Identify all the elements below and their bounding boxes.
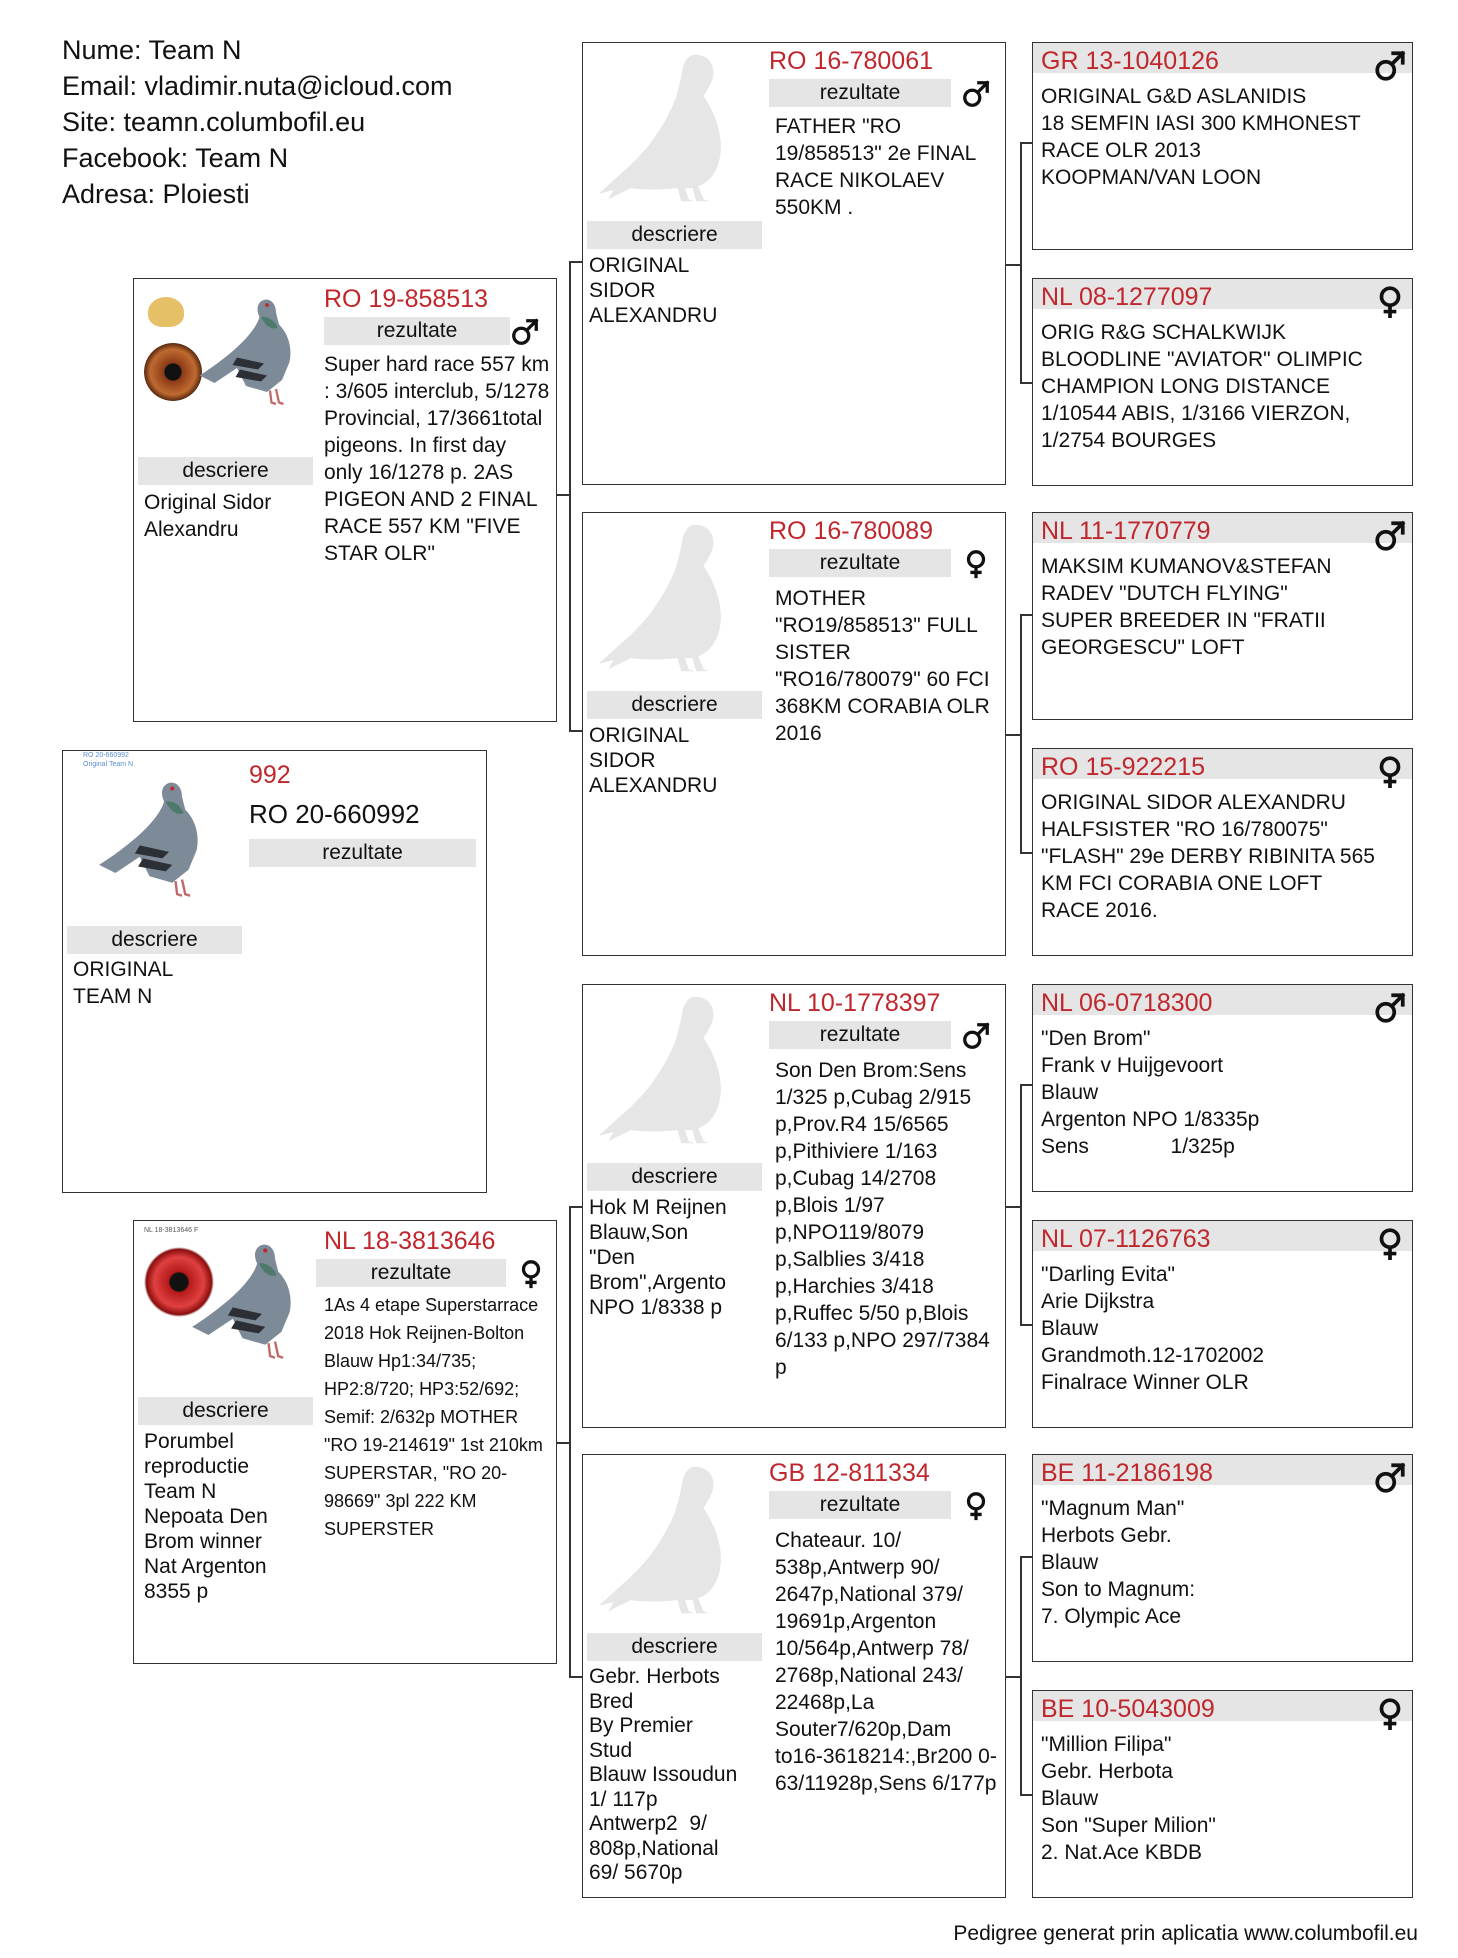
sire-photo bbox=[138, 283, 314, 407]
pigeon-photo bbox=[192, 287, 312, 407]
grandparent-notes: Son Den Brom:Sens 1/325 p,Cubag 2/915 p,Prov.R4 15/6565 p,Pithiviere 1/163 p,Cubag 14/2708 p,Blois 1/97 p,NPO119/8079 p,Salblies 3/418 p,Harchies 3/418 p,Ruffec 5/50 p,Blois 6/133 p,NPO 297/7384 p bbox=[775, 1059, 990, 1379]
connector bbox=[569, 1206, 583, 1208]
grandparent-card[interactable] bbox=[582, 984, 1006, 1428]
connector bbox=[569, 261, 583, 263]
subject-description-button[interactable]: descriere bbox=[67, 926, 242, 954]
great-grandparent-notes: "Den Brom" Frank v Huijgevoort Blauw Argenton NPO 1/8335p Sens 1/325p bbox=[1041, 1027, 1260, 1158]
subject-description: ORIGINAL TEAM N bbox=[73, 958, 174, 1008]
subject-name: 992 bbox=[249, 761, 291, 789]
male-icon bbox=[1373, 991, 1407, 1025]
grandparent-description: ORIGINAL SIDOR ALEXANDRU bbox=[589, 254, 718, 327]
great-grandparent-ring[interactable]: RO 15-922215 bbox=[1041, 753, 1206, 781]
connector bbox=[1020, 1084, 1022, 1326]
great-grandparent-card[interactable] bbox=[1032, 1454, 1413, 1662]
pigeon-silhouette-icon bbox=[595, 519, 745, 679]
connector bbox=[569, 1206, 571, 1678]
connector bbox=[1020, 1556, 1022, 1796]
connector bbox=[1020, 1794, 1032, 1796]
great-grandparent-card[interactable] bbox=[1032, 748, 1413, 956]
great-grandparent-ring[interactable]: NL 07-1126763 bbox=[1041, 1225, 1211, 1253]
subject-photo bbox=[71, 752, 241, 907]
dam-ring[interactable]: NL 18-3813646 bbox=[324, 1227, 496, 1255]
dam-photo-caption: NL 18-3813646 F bbox=[144, 1227, 199, 1234]
grandparent-results-button[interactable]: rezultate bbox=[769, 1491, 951, 1519]
footer-credit: Pedigree generat prin aplicatia www.columbofil.eu bbox=[953, 1922, 1418, 1945]
female-icon bbox=[516, 1259, 546, 1289]
great-grandparent-ring[interactable]: NL 08-1277097 bbox=[1041, 283, 1213, 311]
male-icon bbox=[961, 1021, 991, 1051]
sire-notes: Super hard race 557 km : 3/605 interclub, 5/1278 Provincial, 17/3661total pigeons. In first day only 16/1278 p. 2AS PIGEON AND 2 FINAL RACE 557 KM "FIVE STAR OLR" bbox=[324, 353, 550, 565]
male-icon bbox=[1373, 49, 1407, 83]
dam-notes: 1As 4 etape Superstarrace 2018 Hok Reijnen-Bolton Blauw Hp1:34/735; HP2:8/720; HP3:52/692; Semif: 2/632p MOTHER "RO 19-214619" 1st 210km SUPERSTAR, "RO 20-98669" 3pl 222 KM SUPERSTER bbox=[324, 1295, 543, 1539]
great-grandparent-ring[interactable]: GR 13-1040126 bbox=[1041, 47, 1219, 75]
great-grandparent-card[interactable] bbox=[1032, 512, 1413, 720]
owner-facebook: Facebook: Team N bbox=[62, 143, 289, 173]
trophy-icon bbox=[148, 297, 184, 327]
great-grandparent-notes: ORIGINAL G&D ASLANIDIS 18 SEMFIN IASI 300 KMHONEST RACE OLR 2013 KOOPMAN/VAN LOON bbox=[1041, 85, 1361, 189]
sire-results-button[interactable]: rezultate bbox=[324, 317, 510, 345]
owner-email: Email: vladimir.nuta@icloud.com bbox=[62, 71, 453, 101]
connector bbox=[556, 494, 569, 496]
great-grandparent-card[interactable] bbox=[1032, 42, 1413, 250]
grandparent-description: Gebr. Herbots Bred By Premier Stud Blauw Issoudun 1/ 117p Antwerp2 9/ 808p,National 69/ 5670p bbox=[589, 1665, 738, 1884]
great-grandparent-notes: "Magnum Man" Herbots Gebr. Blauw Son to Magnum: 7. Olympic Ace bbox=[1041, 1497, 1196, 1628]
female-icon bbox=[1373, 285, 1407, 319]
connector bbox=[569, 261, 571, 731]
pigeon-silhouette-icon bbox=[595, 991, 745, 1151]
great-grandparent-notes: ORIGINAL SIDOR ALEXANDRU HALFSISTER "RO 16/780075" "FLASH" 29e DERBY RIBINITA 565 KM FCI CORABIA ONE LOFT RACE 2016. bbox=[1041, 791, 1375, 922]
pigeon-photo bbox=[184, 1231, 314, 1361]
subject-results-button[interactable]: rezultate bbox=[249, 839, 476, 867]
owner-info bbox=[62, 32, 453, 212]
sire-card[interactable] bbox=[133, 278, 557, 722]
subject-ring: RO 20-660992 bbox=[249, 799, 420, 829]
connector bbox=[569, 1676, 583, 1678]
pigeon-photo bbox=[91, 769, 221, 899]
connector bbox=[1006, 1676, 1020, 1678]
great-grandparent-notes: MAKSIM KUMANOV&STEFAN RADEV "DUTCH FLYING" SUPER BREEDER IN "FRATII GEORGESCU" LOFT bbox=[1041, 555, 1332, 659]
female-icon bbox=[1373, 1697, 1407, 1731]
grandparent-ring[interactable]: RO 16-780089 bbox=[769, 517, 934, 545]
sire-description-button[interactable]: descriere bbox=[138, 457, 313, 485]
grandparent-results-button[interactable]: rezultate bbox=[769, 79, 951, 107]
dam-description-button[interactable]: descriere bbox=[138, 1397, 313, 1425]
male-icon bbox=[1373, 1461, 1407, 1495]
grandparent-card[interactable] bbox=[582, 42, 1006, 485]
male-icon bbox=[510, 317, 540, 347]
female-icon bbox=[961, 549, 991, 579]
pigeon-silhouette-icon bbox=[595, 1461, 745, 1621]
grandparent-description-button[interactable]: descriere bbox=[587, 221, 762, 249]
great-grandparent-card[interactable] bbox=[1032, 1690, 1413, 1898]
grandparent-results-button[interactable]: rezultate bbox=[769, 549, 951, 577]
female-icon bbox=[961, 1491, 991, 1521]
subject-card[interactable] bbox=[62, 750, 487, 1193]
owner-name: Nume: Team N bbox=[62, 35, 242, 65]
connector bbox=[1006, 264, 1020, 266]
grandparent-description: Hok M Reijnen Blauw,Son "Den Brom",Argento NPO 1/8338 p bbox=[589, 1196, 727, 1319]
grandparent-ring[interactable]: NL 10-1778397 bbox=[769, 989, 941, 1017]
grandparent-ring[interactable]: GB 12-811334 bbox=[769, 1459, 930, 1487]
dam-photo bbox=[138, 1225, 314, 1365]
dam-results-button[interactable]: rezultate bbox=[316, 1259, 506, 1287]
dam-description: Porumbel reproductie Team N Nepoata Den Brom winner Nat Argenton 8355 p bbox=[144, 1430, 268, 1603]
grandparent-card[interactable] bbox=[582, 1454, 1006, 1898]
connector bbox=[1020, 1556, 1032, 1558]
great-grandparent-notes: "Million Filipa" Gebr. Herbota Blauw Son "Super Milion" 2. Nat.Ace KBDB bbox=[1041, 1733, 1216, 1864]
grandparent-description-button[interactable]: descriere bbox=[587, 1633, 762, 1661]
great-grandparent-notes: ORIG R&G SCHALKWIJK BLOODLINE "AVIATOR" OLIMPIC CHAMPION LONG DISTANCE 1/10544 ABIS, 1/3166 VIERZON, 1/2754 BOURGES bbox=[1041, 321, 1363, 452]
connector bbox=[1006, 734, 1020, 736]
connector bbox=[556, 1442, 569, 1444]
great-grandparent-card[interactable] bbox=[1032, 278, 1413, 486]
great-grandparent-ring[interactable]: NL 11-1770779 bbox=[1041, 517, 1211, 545]
connector bbox=[1020, 852, 1032, 854]
connector bbox=[1020, 1324, 1032, 1326]
great-grandparent-ring[interactable]: BE 10-5043009 bbox=[1041, 1695, 1215, 1723]
connector bbox=[1006, 1206, 1020, 1208]
connector bbox=[1020, 142, 1022, 384]
pigeon-silhouette-icon bbox=[595, 49, 745, 209]
owner-site: Site: teamn.columbofil.eu bbox=[62, 107, 366, 137]
connector bbox=[1020, 614, 1022, 854]
great-grandparent-card[interactable] bbox=[1032, 1220, 1413, 1428]
great-grandparent-notes: "Darling Evita" Arie Dijkstra Blauw Grandmoth.12-1702002 Finalrace Winner OLR bbox=[1041, 1263, 1264, 1394]
great-grandparent-card[interactable] bbox=[1032, 984, 1413, 1192]
great-grandparent-ring[interactable]: BE 11-2186198 bbox=[1041, 1459, 1213, 1487]
connector bbox=[1020, 382, 1032, 384]
connector bbox=[569, 730, 583, 732]
great-grandparent-ring[interactable]: NL 06-0718300 bbox=[1041, 989, 1213, 1017]
grandparent-description-button[interactable]: descriere bbox=[587, 1163, 762, 1191]
connector bbox=[1020, 1084, 1032, 1086]
female-icon bbox=[1373, 1227, 1407, 1261]
grandparent-description-button[interactable]: descriere bbox=[587, 691, 762, 719]
sire-ring[interactable]: RO 19-858513 bbox=[324, 285, 489, 313]
grandparent-results-button[interactable]: rezultate bbox=[769, 1021, 951, 1049]
connector bbox=[1020, 614, 1032, 616]
subject-photo-caption: RO 20-660992 Original Team N bbox=[83, 752, 134, 768]
grandparent-notes: Chateaur. 10/ 538p,Antwerp 90/ 2647p,National 379/ 19691p,Argenton 10/564p,Antwerp 78/ 2768p,National 243/ 22468p,La Souter7/620p,Dam to16-3618214:,Br200 0-63/11928p,Sens 6/177p bbox=[775, 1529, 997, 1795]
grandparent-card[interactable] bbox=[582, 512, 1006, 956]
female-icon bbox=[1373, 755, 1407, 789]
connector bbox=[1020, 142, 1032, 144]
owner-address: Adresa: Ploiesti bbox=[62, 179, 250, 209]
grandparent-notes: FATHER "RO 19/858513" 2e FINAL RACE NIKOLAEV 550KM . bbox=[775, 115, 976, 219]
male-icon bbox=[961, 79, 991, 109]
male-icon bbox=[1373, 519, 1407, 553]
grandparent-notes: MOTHER "RO19/858513" FULL SISTER "RO16/780079" 60 FCI 368KM CORABIA OLR 2016 bbox=[775, 587, 990, 745]
sire-description: Original Sidor Alexandru bbox=[144, 491, 272, 541]
grandparent-description: ORIGINAL SIDOR ALEXANDRU bbox=[589, 724, 718, 797]
grandparent-ring[interactable]: RO 16-780061 bbox=[769, 47, 934, 75]
dam-card[interactable] bbox=[133, 1220, 557, 1664]
